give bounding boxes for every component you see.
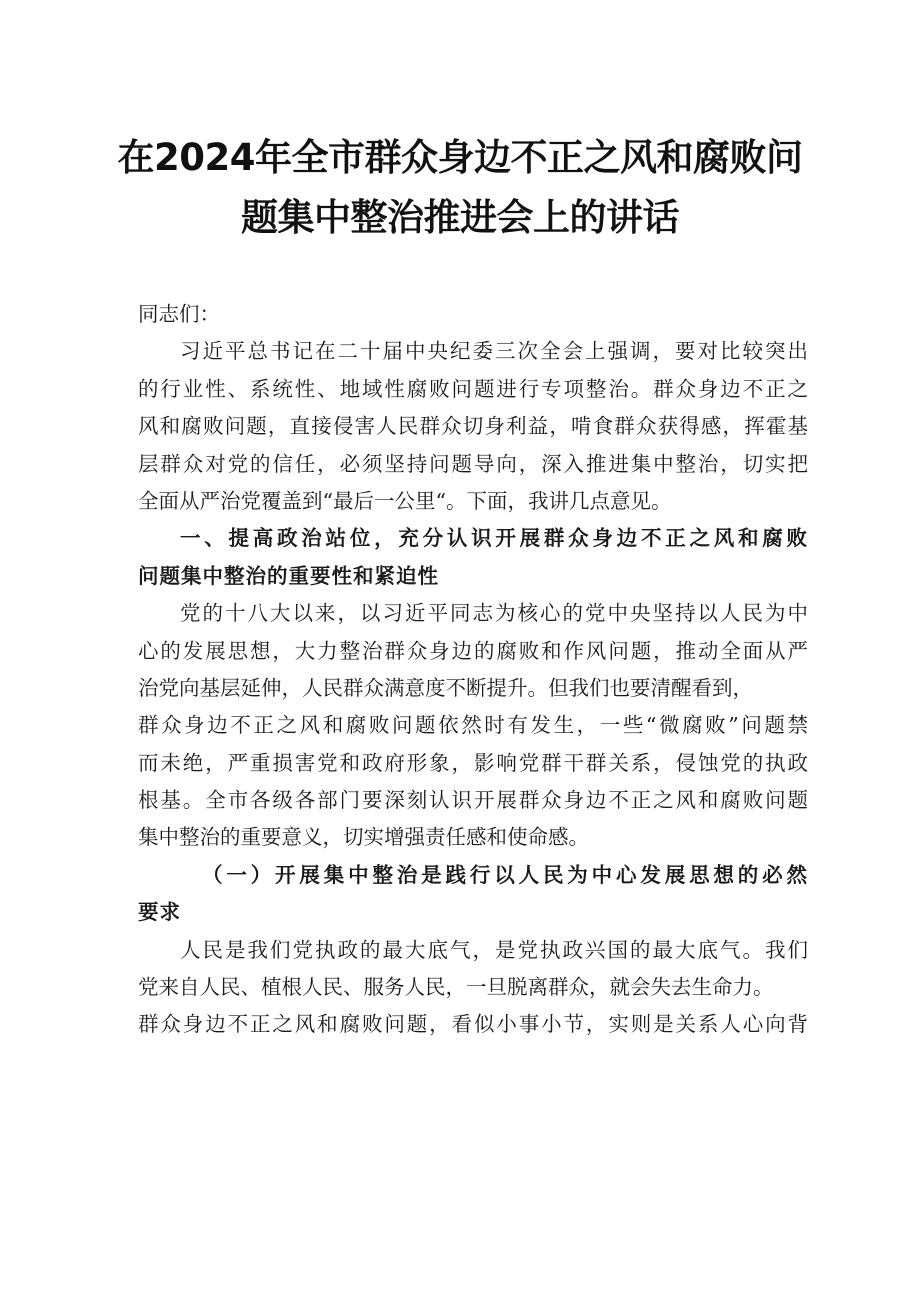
subsection-1-body-line: 人民是我们党执政的最大底气，是党执政兴国的最大底气。我们 [180,937,808,962]
title-line-1: 在2024年全市群众身边不正之风和腐败问 [117,136,803,179]
section-1-body-line: 而未绝，严重损害党和政府形象，影响党群干群关系，侵蚀党的执政 [138,750,808,775]
subsection-1-heading-line: （一）开展集中整治是践行以人民为中心发展思想的必然 [202,862,808,887]
intro-line: 习近平总书记在二十届中央纪委三次全会上强调，要对比较突出 [180,339,808,364]
section-1-body-line: 根基。全市各级各部门要深刻认识开展群众身边不正之风和腐败问题 [138,788,808,813]
document-title [100,128,820,248]
subsection-1-body-line: 群众身边不正之风和腐败问题，看似小事小节，实则是关系人心向背 [138,1012,808,1037]
section-1-body-line: 心的发展思想，大力整治群众身边的腐败和作风问题，推动全面从严 [138,638,808,663]
intro-line: 全面从严治党覆盖到“最后一公里“。下面，我讲几点意见。 [138,488,672,513]
intro-line: 层群众对党的信任，必须坚持问题导向，深入推进集中整治，切实把 [138,451,808,476]
title-line-2: 题集中整治推进会上的讲话 [241,196,679,239]
intro-line: 的行业性、系统性、地域性腐败问题进行专项整治。群众身边不正之 [138,376,808,401]
subsection-1-body-line: 党来自人民、植根人民、服务人民，一旦脱离群众，就会失去生命力。 [138,975,774,1000]
subsection-1-heading-line: 要求 [138,900,181,925]
section-1-heading-line: 一、提高政治站位，充分认识开展群众身边不正之风和腐败 [180,526,808,551]
section-1-body-line: 集中整治的重要意义，切实增强责任感和使命感。 [138,825,589,850]
section-1-heading-line: 问题集中整治的重要性和紧迫性 [138,563,439,588]
document-body [138,296,808,1044]
salutation: 同志们： [138,302,220,326]
section-1-body-line: 群众身边不正之风和腐败问题依然时有发生，一些“微腐败”问题禁 [138,713,808,738]
section-1-body-line: 治党向基层延伸，人民群众满意度不断提升。但我们也要清醒看到， [138,675,753,700]
intro-line: 风和腐败问题，直接侵害人民群众切身利益，啃食群众获得感，挥霍基 [138,414,808,439]
section-1-body-line: 党的十八大以来，以习近平同志为核心的党中央坚持以人民为中 [180,601,808,626]
